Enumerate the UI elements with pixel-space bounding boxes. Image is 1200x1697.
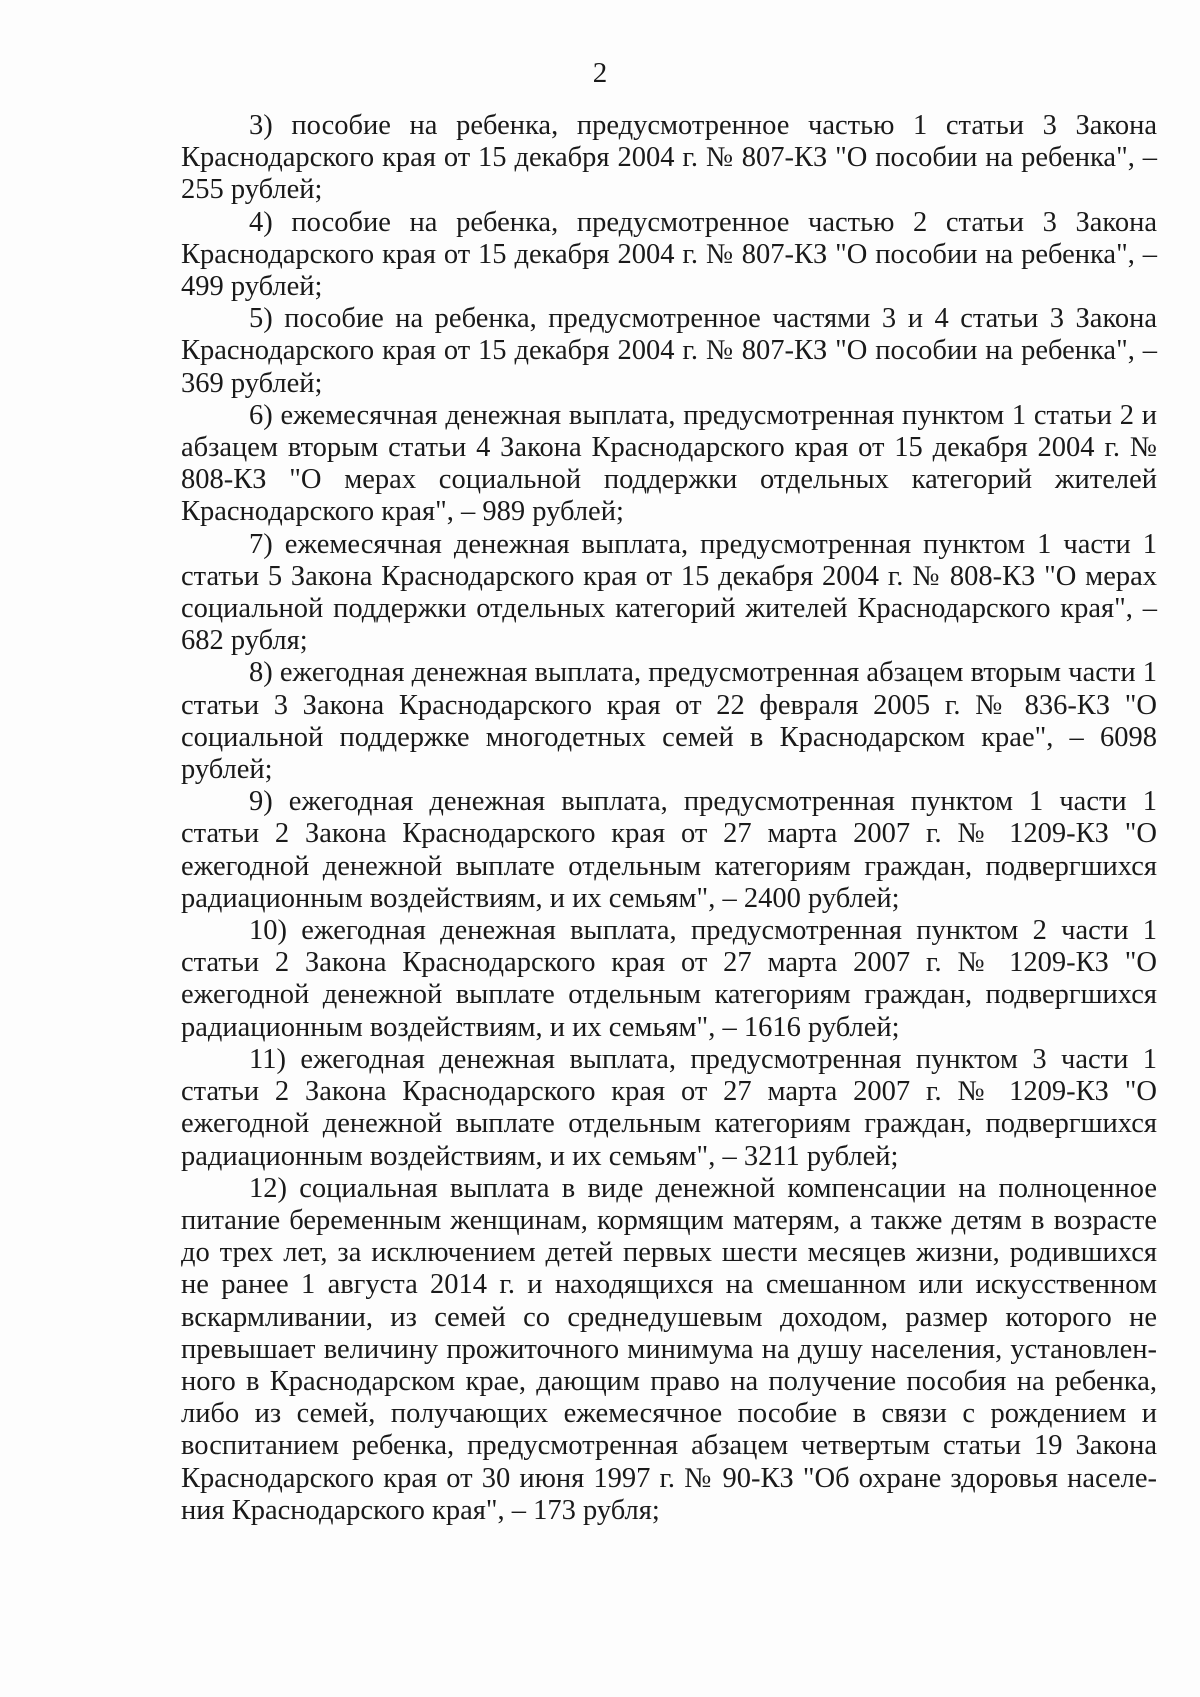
page-number: 2 — [592, 57, 608, 89]
list-item: 11) ежегодная денежная выплата, предусмотренная пунктом 3 части 1 статьи 2 Закона Краснодарского края от 27 марта 2007 г. № 1209-КЗ "О ежегодной денежной выплате отдельным категориям граждан, подвергшихся радиационным воздействиям, и их семьям", – 3211 рублей; — [181, 1043, 1157, 1172]
list-item: 8) ежегодная денежная выплата, предусмотренная абзацем вторым части 1 статьи 3 Закона Краснодарского края от 22 февраля 2005 г. № 836-КЗ "О социальной поддержке многодетных семей в Краснодарском крае", – 6098 рублей; — [181, 657, 1157, 786]
document-body — [181, 110, 1157, 1527]
list-item: 4) пособие на ребенка, предусмотренное частью 2 статьи 3 Закона Краснодарского края от 15 декабря 2004 г. № 807-КЗ "О пособии на ребенка", – 499 рублей; — [181, 206, 1157, 303]
list-item: 6) ежемесячная денежная выплата, предусмотренная пунктом 1 статьи 2 и абзацем вторым статьи 4 Закона Краснодарского края от 15 декабря 2004 г. № 808-КЗ "О мерах социальной поддержки отдельных категорий жителей Краснодарского края", – 989 рублей; — [181, 399, 1157, 528]
list-item: 3) пособие на ребенка, предусмотренное частью 1 статьи 3 Закона Краснодарского края от 15 декабря 2004 г. № 807-КЗ "О пособии на ребенка", – 255 рублей; — [181, 110, 1157, 206]
list-item: 10) ежегодная денежная выплата, предусмотренная пунктом 2 части 1 статьи 2 Закона Краснодарского края от 27 марта 2007 г. № 1209-КЗ "О ежегодной денежной выплате отдельным категориям граждан, подвергшихся радиационным воздействиям, и их семьям", – 1616 рублей; — [181, 915, 1157, 1043]
list-item: 7) ежемесячная денежная выплата, предусмотренная пунктом 1 части 1 статьи 5 Закона Краснодарского края от 15 декабря 2004 г. № 808-КЗ "О мерах социальной поддержки отдельных категорий жителей Краснодарского края", – 682 рубля; — [181, 528, 1157, 657]
list-item: 5) пособие на ребенка, предусмотренное частями 3 и 4 статьи 3 Закона Краснодарского края от 15 декабря 2004 г. № 807-КЗ "О пособии на ребенка", – 369 рублей; — [181, 303, 1157, 399]
list-item: 12) социальная выплата в виде денежной компенсации на полноценное питание беременным женщинам, кормящим матерям, а также детям в возрасте до трех лет, за исключением детей первых шести месяцев жизни, родившихся не ранее 1 августа 2014 г. и находящихся на смешанном или искусственном вскармливании, из семей со среднедушевым доходом, размер которого не превышает величину прожиточного минимума на душу населения, установленного в Краснодарском крае, дающим право на получение пособия на ребенка, либо из семей, получающих ежемесячное пособие в связи с рождением и воспитанием ребенка, предусмотренная абзацем четвертым статьи 19 Закона Краснодарского края от 30 июня 1997 г. № 90-КЗ "Об охране здоровья населения Краснодарского края", – 173 рубля; — [181, 1172, 1157, 1526]
list-item: 9) ежегодная денежная выплата, предусмотренная пунктом 1 части 1 статьи 2 Закона Краснодарского края от 27 марта 2007 г. № 1209-КЗ "О ежегодной денежной выплате отдельным категориям граждан, подвергшихся радиационным воздействиям, и их семьям", – 2400 рублей; — [181, 786, 1157, 914]
